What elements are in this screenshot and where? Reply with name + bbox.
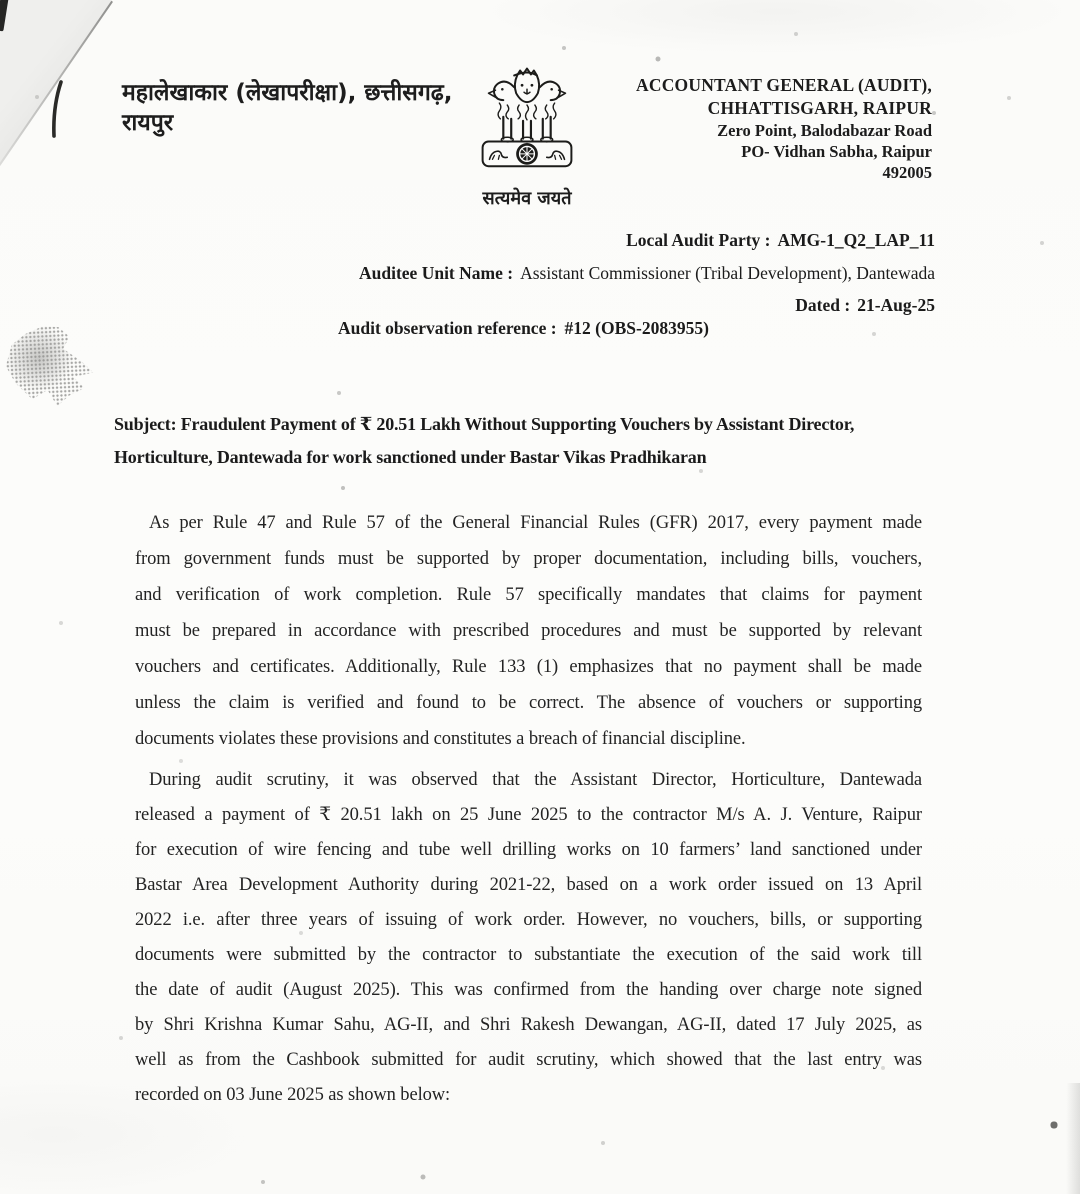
- meta-label: Dated :: [795, 295, 851, 315]
- subject-block: [114, 408, 944, 474]
- body-text-line: As per Rule 47 and Rule 57 of the General Financial Rules (GFR) 2017, every payment made: [149, 513, 922, 533]
- body-text-line: recorded on 03 June 2025 as shown below:: [135, 1085, 451, 1105]
- meta-value: Assistant Commissioner (Tribal Development), Dantewada: [520, 262, 935, 283]
- meta-value: AMG-1_Q2_LAP_11: [777, 230, 935, 250]
- org-name-hindi: महालेखाकार (लेखापरीक्षा), छत्तीसगढ़, रायपुर: [122, 80, 453, 136]
- body-text-line: for execution of wire fencing and tube well drilling works on 10 farmers’ land sanctioned under: [135, 840, 922, 860]
- scan-specks: [0, 0, 2, 2]
- body-text-line: During audit scrutiny, it was observed that the Assistant Director, Horticulture, Dantewada: [149, 770, 922, 790]
- office-address-line: PO- Vidhan Sabha, Raipur: [741, 142, 932, 161]
- office-address-line: Zero Point, Balodabazar Road: [717, 121, 932, 140]
- body-text-line: the date of audit (August 2025). This was confirmed from the handing over charge note signed: [135, 980, 922, 1000]
- body-text-line: vouchers and certificates. Additionally, Rule 133 (1) emphasizes that no payment shall be made: [135, 657, 922, 677]
- audit-meta-block: [359, 224, 935, 322]
- body-text-line: Bastar Area Development Authority during 2021-22, based on a work order issued on 13 April: [135, 875, 922, 895]
- body-text-line: documents violates these provisions and constitutes a breach of financial discipline.: [135, 729, 746, 749]
- office-name-line: CHHATTISGARH, RAIPUR: [707, 98, 932, 118]
- fingerprint-smudge: [4, 324, 96, 412]
- meta-dated: [359, 289, 935, 322]
- body-text-line: 2022 i.e. after three years of issuing of work order. However, no vouchers, bills, or supporting: [135, 910, 922, 930]
- body-text-line: by Shri Krishna Kumar Sahu, AG-II, and Shri Rakesh Dewangan, AG-II, dated 17 July 2025, as: [135, 1015, 922, 1035]
- body-text-line: released a payment of ₹ 20.51 lakh on 25 June 2025 to the contractor M/s A. J. Venture, Raipur: [135, 805, 922, 825]
- subject-line: Subject: Fraudulent Payment of ₹ 20.51 Lakh Without Supporting Vouchers by Assistant Director,: [114, 414, 855, 434]
- body-text-line: and verification of work completion. Rule 57 specifically mandates that claims for payment: [135, 585, 922, 605]
- body-text-line: must be prepared in accordance with prescribed procedures and must be supported by relevant: [135, 621, 922, 641]
- meta-value: #12 (OBS-2083955): [564, 318, 709, 338]
- meta-local-audit-party: [359, 224, 935, 257]
- page-edge-shadow: [1066, 1083, 1080, 1194]
- meta-auditee-unit-name: [359, 257, 935, 290]
- meta-label: Local Audit Party :: [626, 230, 771, 250]
- office-name-line: ACCOUNTANT GENERAL (AUDIT),: [636, 75, 932, 95]
- meta-label: Audit observation reference :: [338, 318, 557, 338]
- meta-label: Auditee Unit Name :: [359, 262, 514, 283]
- body-paragraph-1: [135, 506, 922, 758]
- body-text-line: unless the claim is verified and found to be correct. The absence of vouchers or supporting: [135, 693, 922, 713]
- handwritten-pen-stroke: [44, 78, 72, 144]
- office-header-block: [636, 74, 932, 183]
- subject-line: Horticulture, Dantewada for work sanctioned under Bastar Vikas Pradhikaran: [114, 447, 707, 467]
- meta-value: 21-Aug-25: [857, 295, 935, 315]
- body-paragraph-2: [135, 764, 922, 1114]
- office-address-line: 492005: [882, 163, 932, 182]
- emblem-motto: सत्यमेव जयते: [482, 188, 572, 209]
- ashoka-emblem-icon: [466, 34, 588, 182]
- body-text-line: from government funds must be supported by proper documentation, including bills, vouchers,: [135, 549, 922, 569]
- body-text-line: documents were submitted by the contractor to substantiate the execution of the said work till: [135, 945, 922, 965]
- body-text-line: well as from the Cashbook submitted for audit scrutiny, which showed that the last entry was: [135, 1050, 922, 1070]
- meta-audit-observation-reference: [338, 318, 709, 339]
